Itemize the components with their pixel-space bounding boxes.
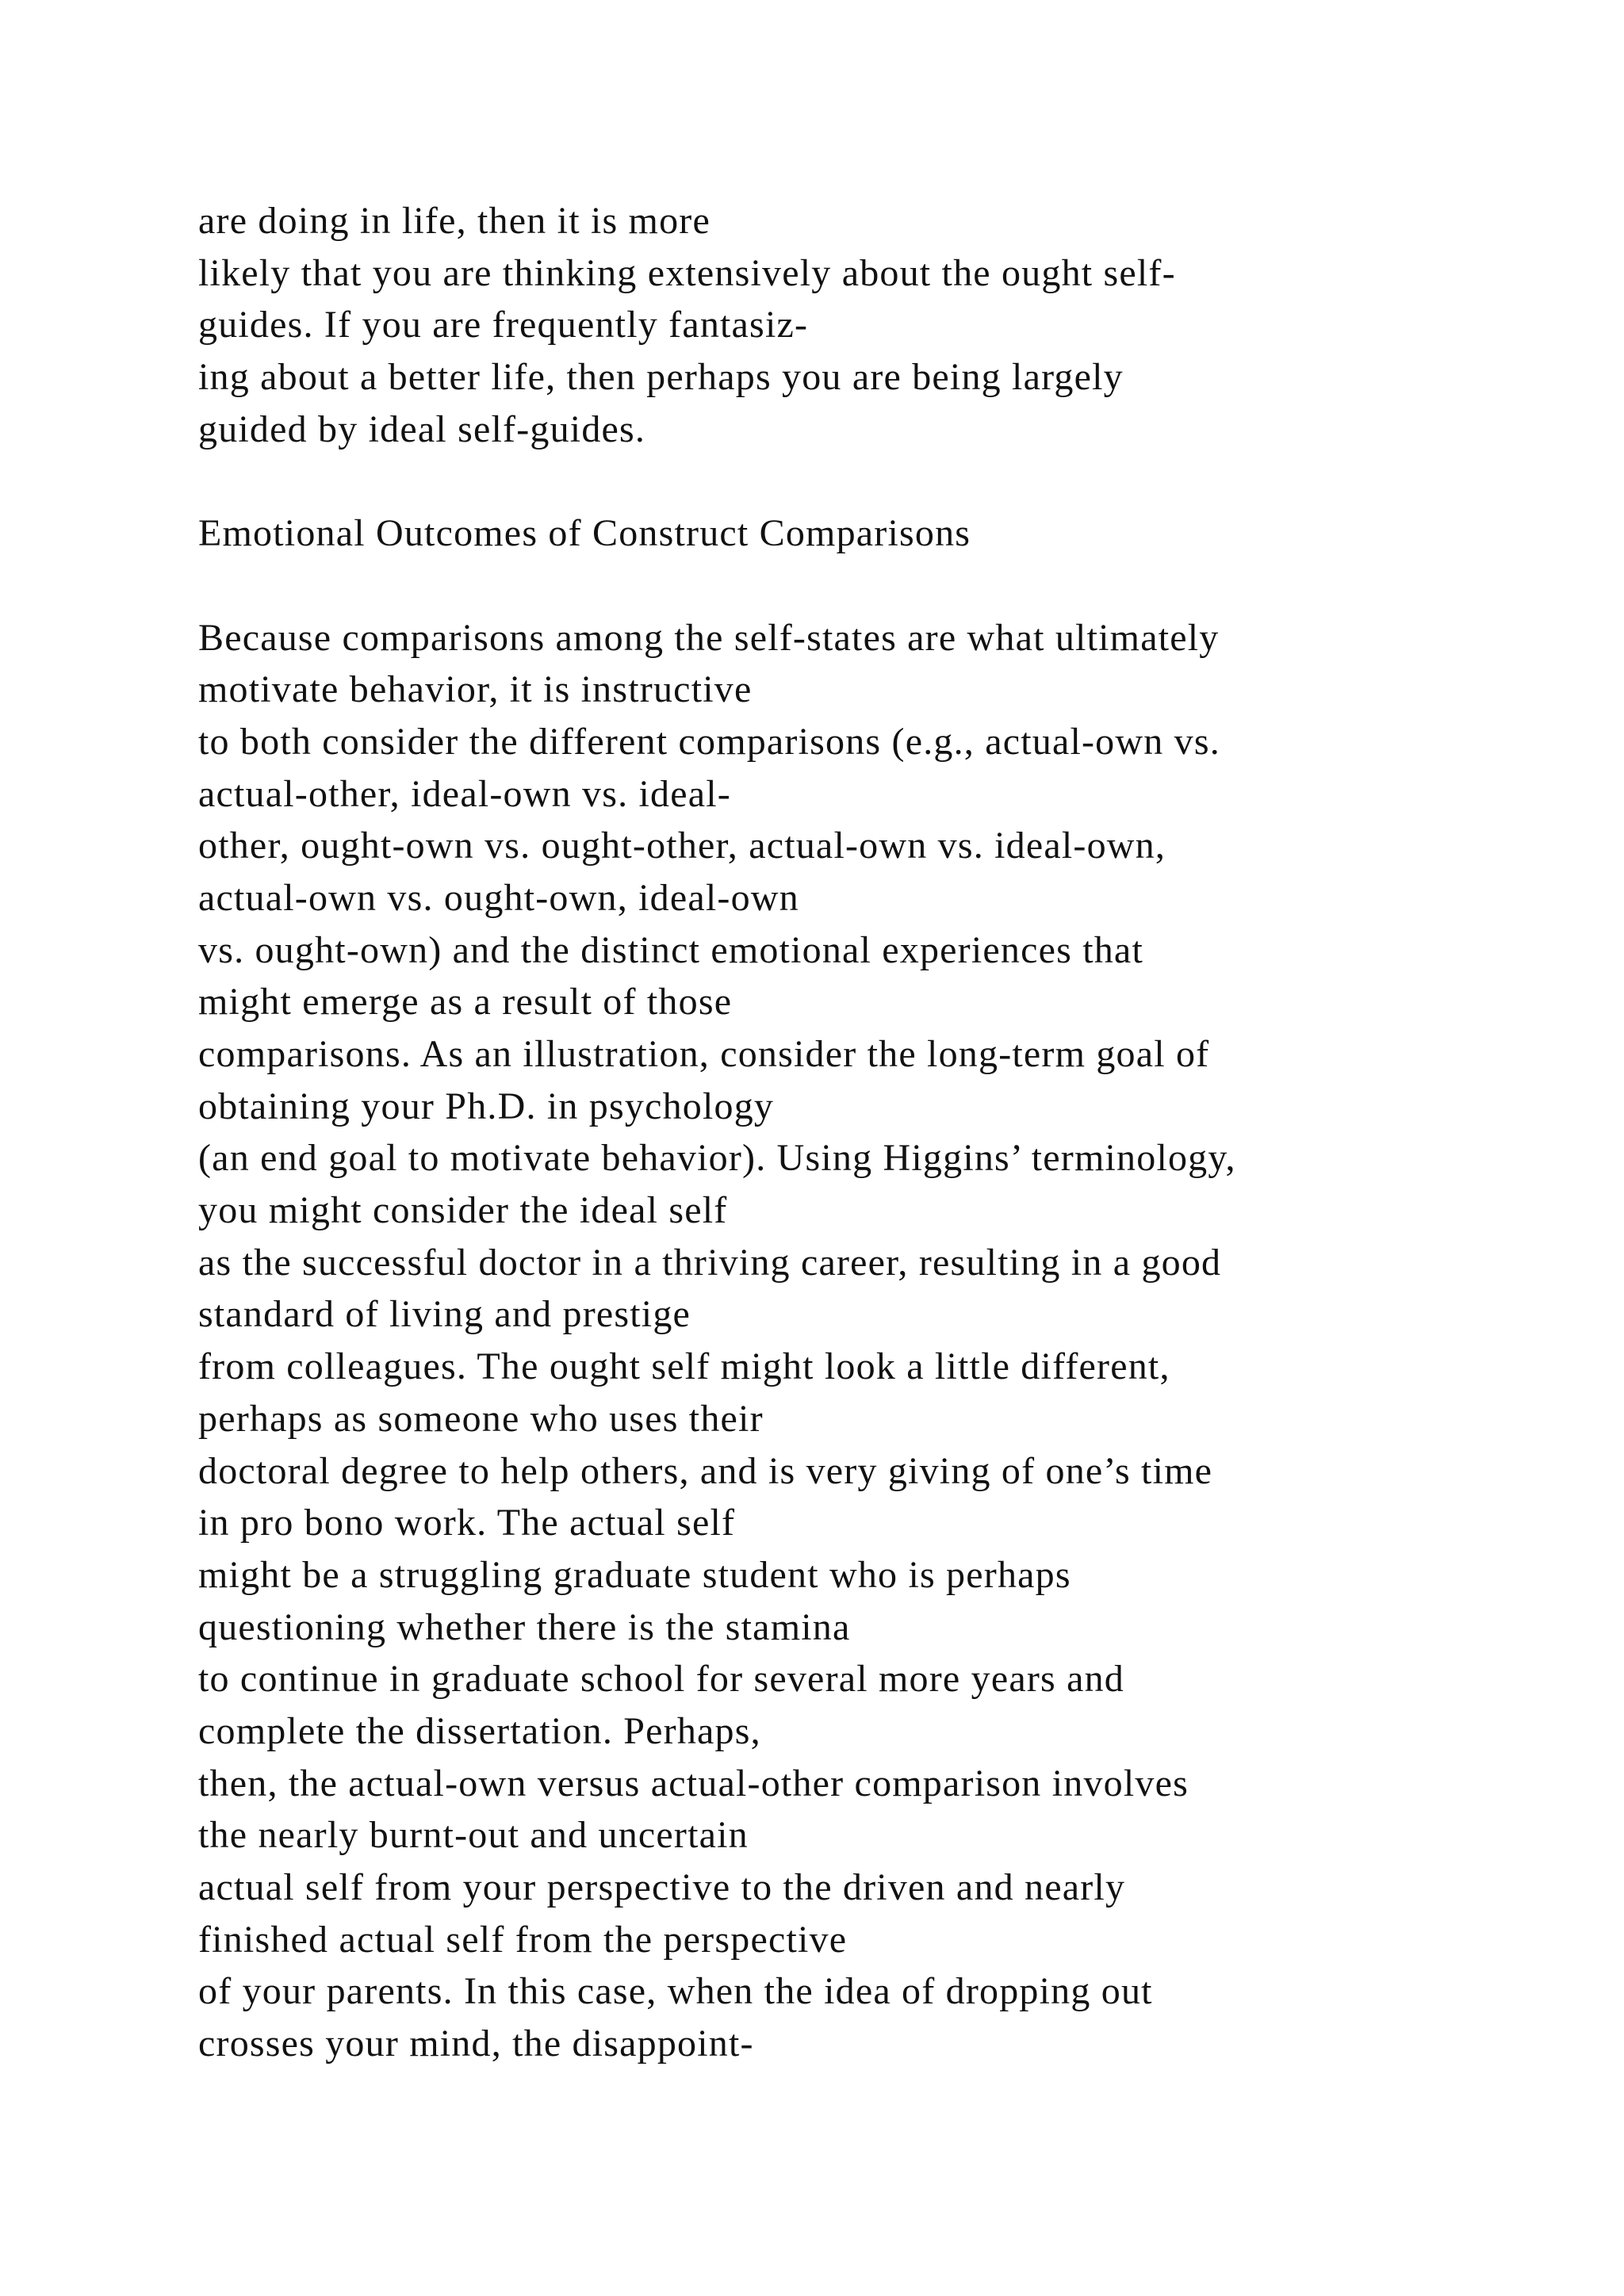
text-line: doctoral degree to help others, and is very giving of one’s time [198, 1449, 1213, 1492]
text-line: of your parents. In this case, when the idea of dropping out [198, 1970, 1153, 2013]
text-line: guided by ideal self-guides. [198, 408, 646, 450]
paragraph-2 [198, 612, 1546, 2070]
text-line: vs. ought-own) and the distinct emotional experiences that [198, 928, 1143, 971]
text-line: actual-other, ideal-own vs. ideal- [198, 772, 731, 815]
text-line: motivate behavior, it is instructive [198, 668, 753, 711]
section-heading: Emotional Outcomes of Construct Comparisons [198, 512, 971, 555]
text-line: might be a struggling graduate student who is perhaps [198, 1553, 1071, 1596]
text-line: standard of living and prestige [198, 1293, 691, 1336]
text-line: other, ought-own vs. ought-other, actual-own vs. ideal-own, [198, 825, 1166, 867]
text-line: to continue in graduate school for several more years and [198, 1658, 1124, 1701]
paragraph-gap [198, 455, 1546, 507]
text-line: in pro bono work. The actual self [198, 1502, 736, 1544]
text-line: crosses your mind, the disappoint- [198, 2022, 754, 2065]
paragraph-1 [198, 195, 1546, 455]
text-line: to both consider the different comparisons (e.g., actual-own vs. [198, 720, 1220, 763]
text-line: (an end goal to motivate behavior). Using Higgins’ terminology, [198, 1137, 1236, 1180]
text-line: ing about a better life, then perhaps you are being largely [198, 356, 1124, 399]
text-line: obtaining your Ph.D. in psychology [198, 1085, 775, 1127]
text-line: might emerge as a result of those [198, 981, 733, 1024]
text-line: perhaps as someone who uses their [198, 1397, 764, 1440]
text-line: likely that you are thinking extensively about the ought self- [198, 251, 1176, 294]
text-line: questioning whether there is the stamina [198, 1605, 851, 1648]
text-line: Because comparisons among the self-states are what ultimately [198, 616, 1220, 659]
text-line: you might consider the ideal self [198, 1189, 728, 1232]
text-line: complete the dissertation. Perhaps, [198, 1709, 761, 1752]
text-line: comparisons. As an illustration, consider the long-term goal of [198, 1033, 1210, 1075]
text-line: actual-own vs. ought-own, ideal-own [198, 876, 799, 919]
document-page [198, 195, 1546, 2070]
text-line: then, the actual-own versus actual-other comparison involves [198, 1762, 1189, 1804]
text-line: finished actual self from the perspective [198, 1918, 848, 1961]
text-line: the nearly burnt-out and uncertain [198, 1814, 749, 1857]
text-line: guides. If you are frequently fantasiz- [198, 304, 809, 346]
text-line: as the successful doctor in a thriving career, resulting in a good [198, 1241, 1222, 1284]
text-line: actual self from your perspective to the driven and nearly [198, 1866, 1126, 1908]
text-line: are doing in life, then it is more [198, 200, 710, 242]
paragraph-gap [198, 560, 1546, 612]
text-line: from colleagues. The ought self might look a little different, [198, 1345, 1170, 1388]
